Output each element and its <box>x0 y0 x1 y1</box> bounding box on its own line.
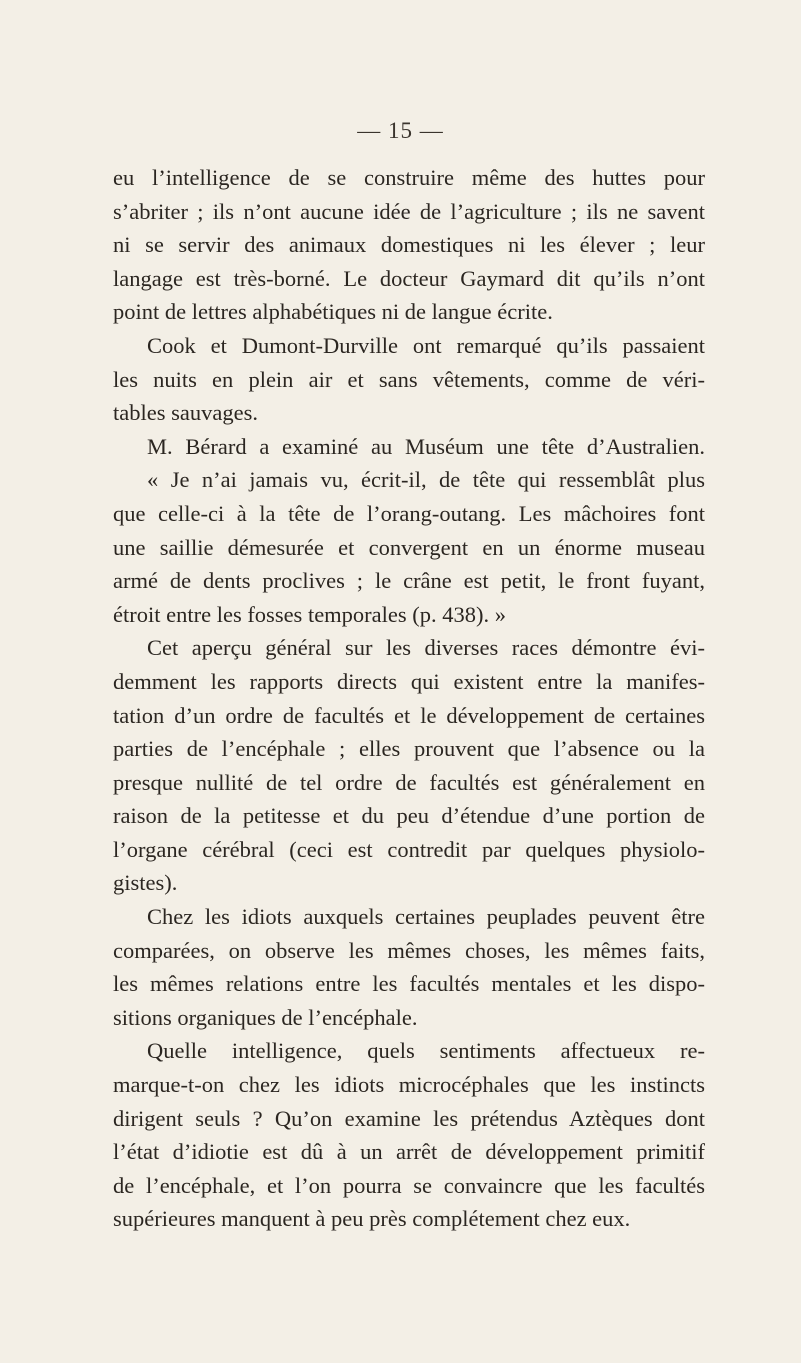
text-line: l’état d’idiotie est dû à un arrêt de développement primitif <box>113 1139 705 1165</box>
text-line: eu l’intelligence de se construire même des huttes pour <box>113 165 705 190</box>
text-line: armé de dents proclives ; le crâne est petit, le front fuyant, <box>113 568 705 594</box>
text-line: M. Bérard a examiné au Muséum une tête d’Australien. <box>147 433 705 459</box>
text-line: dirigent seuls ? Qu’on examine les prétendus Aztèques dont <box>113 1105 705 1131</box>
text-line: Cet aperçu général sur les diverses races démontre évi- <box>147 635 705 661</box>
page-number: — 15 — <box>357 118 444 143</box>
text-line: demment les rapports directs qui existent entre la manifes- <box>113 668 705 694</box>
text-line: Chez les idiots auxquels certaines peuplades peuvent être <box>147 904 705 930</box>
text-line: s’abriter ; ils n’ont aucune idée de l’agriculture ; ils ne savent <box>113 198 705 224</box>
text-line: ni se servir des animaux domestiques ni les élever ; leur <box>113 232 705 258</box>
text-line: que celle-ci à la tête de l’orang-outang. Les mâchoires font <box>113 500 705 526</box>
text-line: sitions organiques de l’encéphale. <box>113 1004 418 1030</box>
text-line: Quelle intelligence, quels sentiments affectueux re- <box>147 1038 705 1064</box>
text-line: langage est très-borné. Le docteur Gaymard dit qu’ils n’ont <box>113 265 705 291</box>
text-line: tation d’un ordre de facultés et le développement de certaines <box>113 702 705 728</box>
text-line: une saillie démesurée et convergent en un énorme museau <box>113 534 705 560</box>
text-line: parties de l’encéphale ; elles prouvent que l’absence ou la <box>113 736 705 762</box>
text-line: gistes). <box>113 870 178 896</box>
text-line: comparées, on observe les mêmes choses, les mêmes faits, <box>113 937 705 963</box>
text-line: les mêmes relations entre les facultés mentales et les dispo- <box>113 971 705 997</box>
text-line: « Je n’ai jamais vu, écrit-il, de tête qui ressemblât plus <box>147 467 705 493</box>
text-line: Cook et Dumont-Durville ont remarqué qu’ils passaient <box>147 332 705 358</box>
text-line: l’organe cérébral (ceci est contredit par quelques physiolo- <box>113 836 705 862</box>
text-line: tables sauvages. <box>113 400 258 426</box>
text-line: presque nullité de tel ordre de facultés est généralement en <box>113 769 705 795</box>
text-line: les nuits en plein air et sans vêtements, comme de véri- <box>113 366 705 392</box>
text-line: de l’encéphale, et l’on pourra se convaincre que les facultés <box>113 1172 705 1198</box>
text-line: supérieures manquent à peu près complétement chez eux. <box>113 1206 631 1232</box>
body-text <box>113 161 705 1236</box>
text-line: raison de la petitesse et du peu d’étendue d’une portion de <box>113 803 705 829</box>
text-line: marque-t-on chez les idiots microcéphales que les instincts <box>113 1072 705 1098</box>
text-line: étroit entre les fosses temporales (p. 438). » <box>113 601 507 627</box>
text-line: point de lettres alphabétiques ni de langue écrite. <box>113 299 553 325</box>
